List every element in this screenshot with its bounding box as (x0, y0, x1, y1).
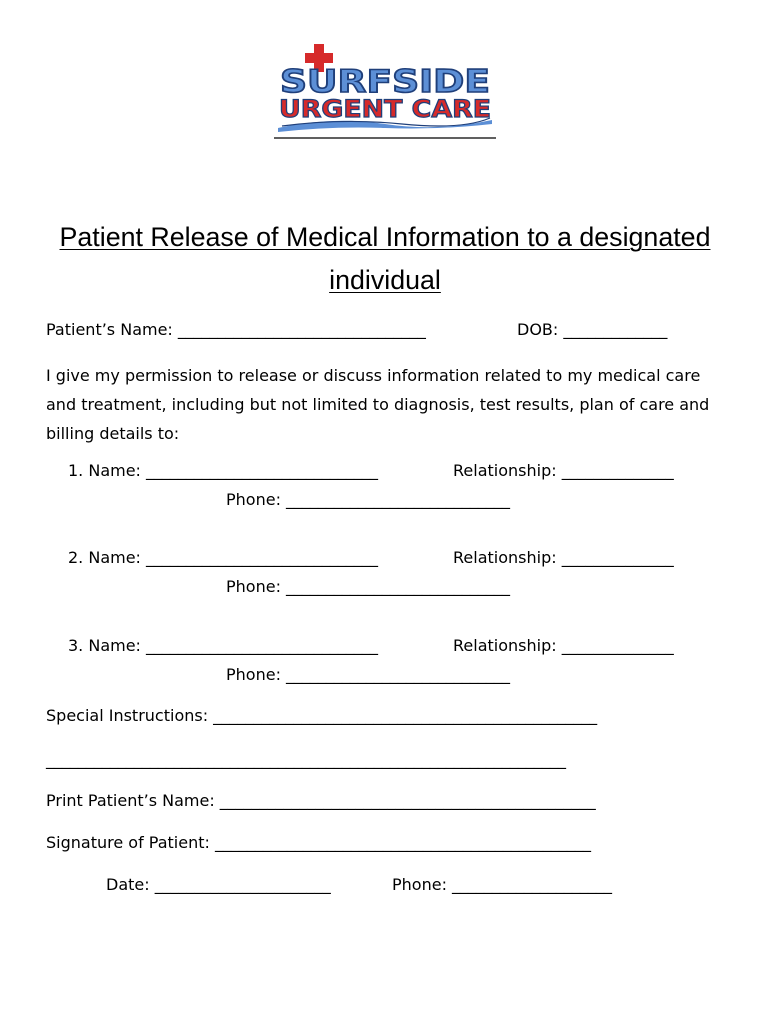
print-patient-name-field[interactable]: Print Patient’s Name: _______________________________________________ (46, 791, 596, 810)
permission-line-3: billing details to: (46, 424, 180, 443)
special-instructions-line-2[interactable]: _________________________________________________________________ (46, 750, 566, 769)
permission-line-2: and treatment, including but not limited to diagnosis, test results, plan of care and (46, 395, 710, 414)
logo-graphic (272, 44, 498, 140)
patient-name-field[interactable]: Patient’s Name: _______________________________ (46, 320, 426, 339)
cross-horizontal (305, 53, 333, 63)
surfside-logo (272, 44, 498, 140)
designee-1-name-field[interactable]: 1. Name: _____________________________ (68, 461, 379, 480)
phone-field[interactable]: Phone: ____________________ (392, 875, 613, 894)
designee-1-phone-field[interactable]: Phone: ____________________________ (226, 490, 511, 509)
designee-3-relationship-field[interactable]: Relationship: ______________ (453, 636, 674, 655)
logo-text-surfside: SURFSIDE (280, 64, 490, 100)
logo-text-urgent-care: URGENT CARE (279, 95, 491, 123)
date-field[interactable]: Date: ______________________ (106, 875, 331, 894)
designee-3-phone-field[interactable]: Phone: ____________________________ (226, 665, 511, 684)
designee-3-name-field[interactable]: 3. Name: _____________________________ (68, 636, 379, 655)
form-title-line-2: individual (329, 265, 441, 295)
permission-line-1: I give my permission to release or discuss information related to my medical care (46, 366, 701, 385)
permission-paragraph (46, 361, 726, 448)
designee-2-name-field[interactable]: 2. Name: _____________________________ (68, 548, 379, 567)
designee-2-phone-field[interactable]: Phone: ____________________________ (226, 577, 511, 596)
special-instructions-field[interactable]: Special Instructions: ________________________________________________ (46, 706, 598, 725)
dob-field[interactable]: DOB: _____________ (517, 320, 668, 339)
patient-signature-field[interactable]: Signature of Patient: _______________________________________________ (46, 833, 591, 852)
designee-2-relationship-field[interactable]: Relationship: ______________ (453, 548, 674, 567)
designee-1-relationship-field[interactable]: Relationship: ______________ (453, 461, 674, 480)
form-title-line-1: Patient Release of Medical Information to a designated (59, 222, 711, 252)
